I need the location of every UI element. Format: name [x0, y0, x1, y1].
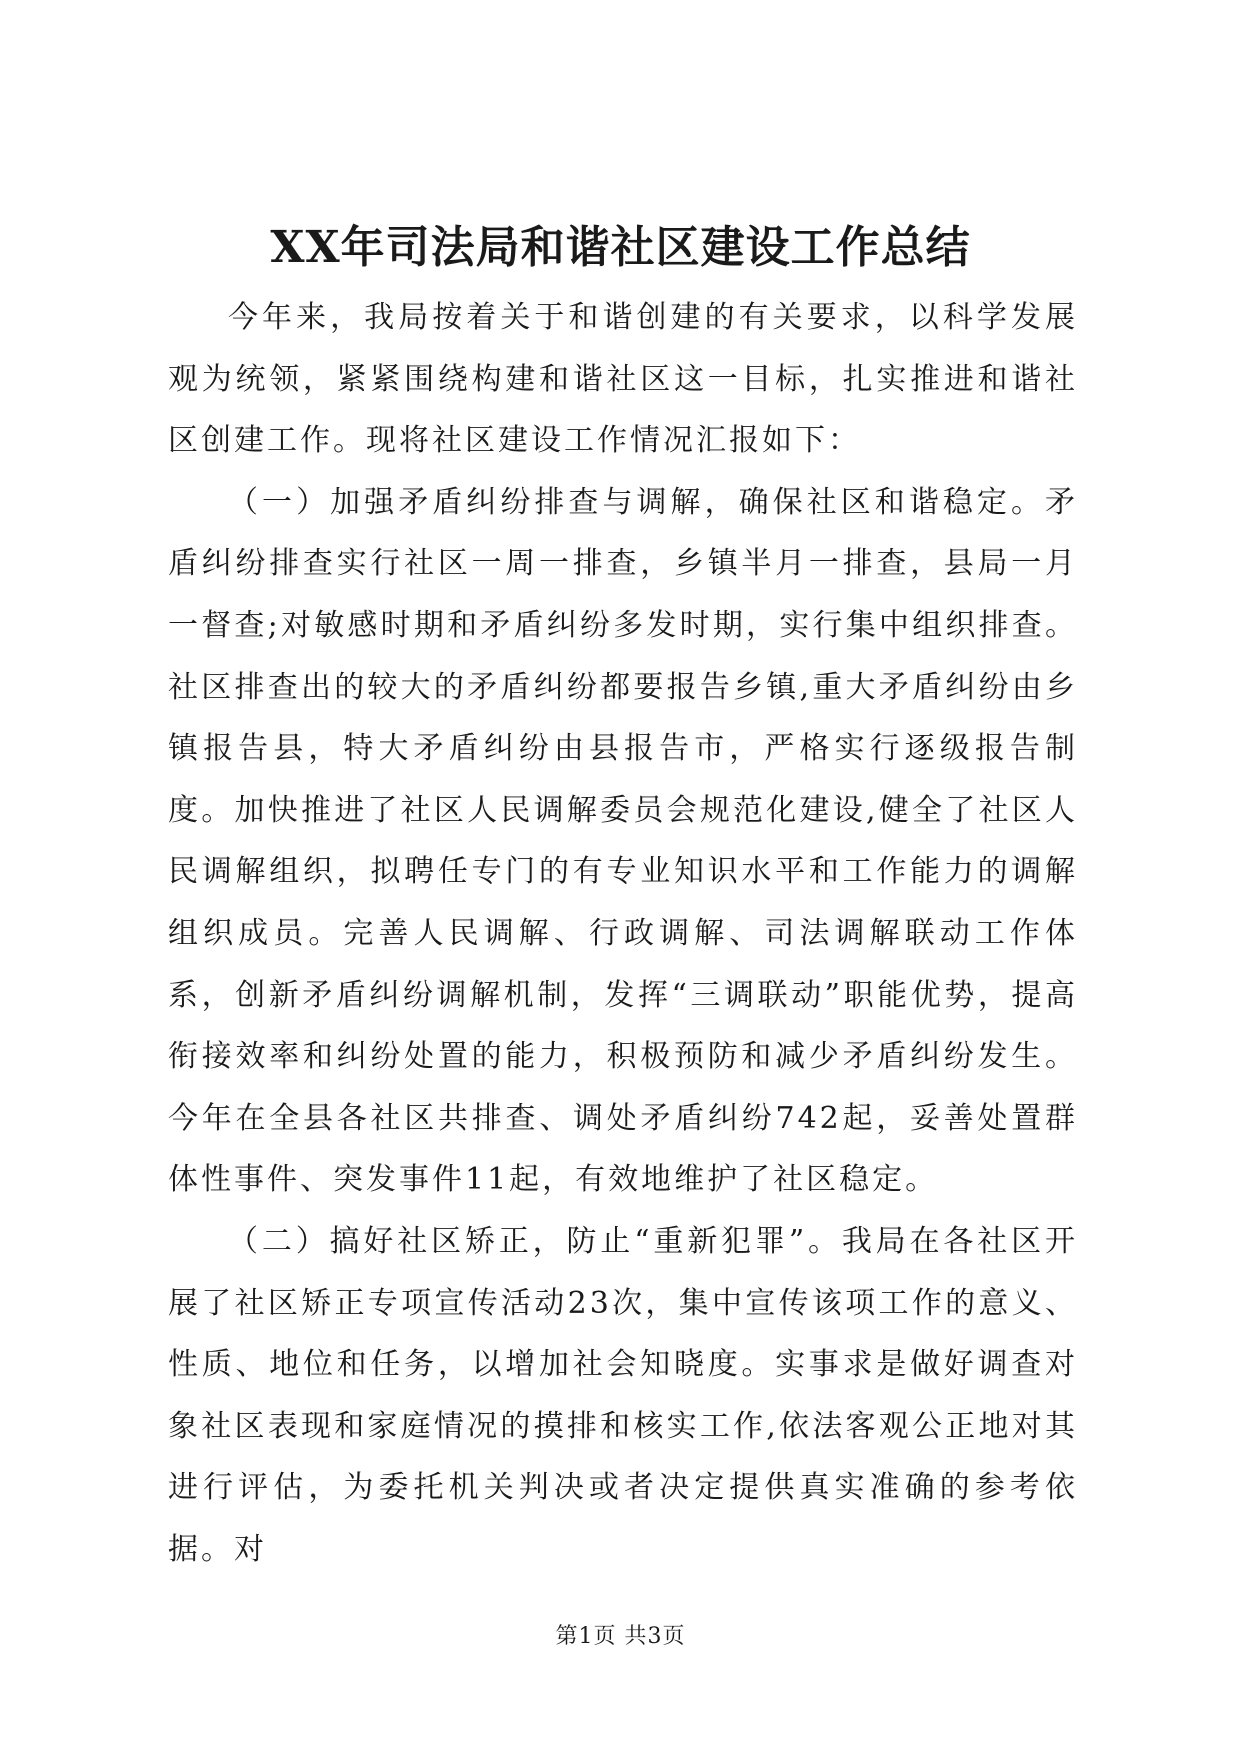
- paragraph-intro: 今年来，我局按着关于和谐创建的有关要求，以科学发展观为统领，紧紧围绕构建和谐社区这一目标，扎实推进和谐社区创建工作。现将社区建设工作情况汇报如下：: [168, 300, 1078, 459]
- paragraph-section-2: （二）搞好社区矫正，防止“重新犯罪”。我局在各社区开展了社区矫正专项宣传活动23次，集中宣传该项工作的意义、性质、地位和任务，以增加社会知晓度。实事求是做好调查对象社区表现和家庭情况的摸排和核实工作,依法客观公正地对其进行评估，为委托机关判决或者决定提供真实准确的参考依据。对: [168, 1223, 1078, 1567]
- paragraph-section-1: （一）加强矛盾纠纷排查与调解，确保社区和谐稳定。矛盾纠纷排查实行社区一周一排查，乡镇半月一排查，县局一月一督查;对敏感时期和矛盾纠纷多发时期，实行集中组织排查。社区排查出的较大的矛盾纠纷都要报告乡镇,重大矛盾纠纷由乡镇报告县，特大矛盾纠纷由县报告市，严格实行逐级报告制度。加快推进了社区人民调解委员会规范化建设,健全了社区人民调解组织，拟聘任专门的有专业知识水平和工作能力的调解组织成员。完善人民调解、行政调解、司法调解联动工作体系，创新矛盾纠纷调解机制，发挥“三调联动”职能优势，提高衔接效率和纠纷处置的能力，积极预防和减少矛盾纠纷发生。今年在全县各社区共排查、调处矛盾纠纷742起，妥善处置群体性事件、突发事件11起，有效地维护了社区稳定。: [168, 484, 1078, 1198]
- page-footer: 第1页 共3页: [555, 1624, 686, 1649]
- document-title: XX年司法局和谐社区建设工作总结: [270, 222, 971, 273]
- document-body: [168, 287, 1078, 1580]
